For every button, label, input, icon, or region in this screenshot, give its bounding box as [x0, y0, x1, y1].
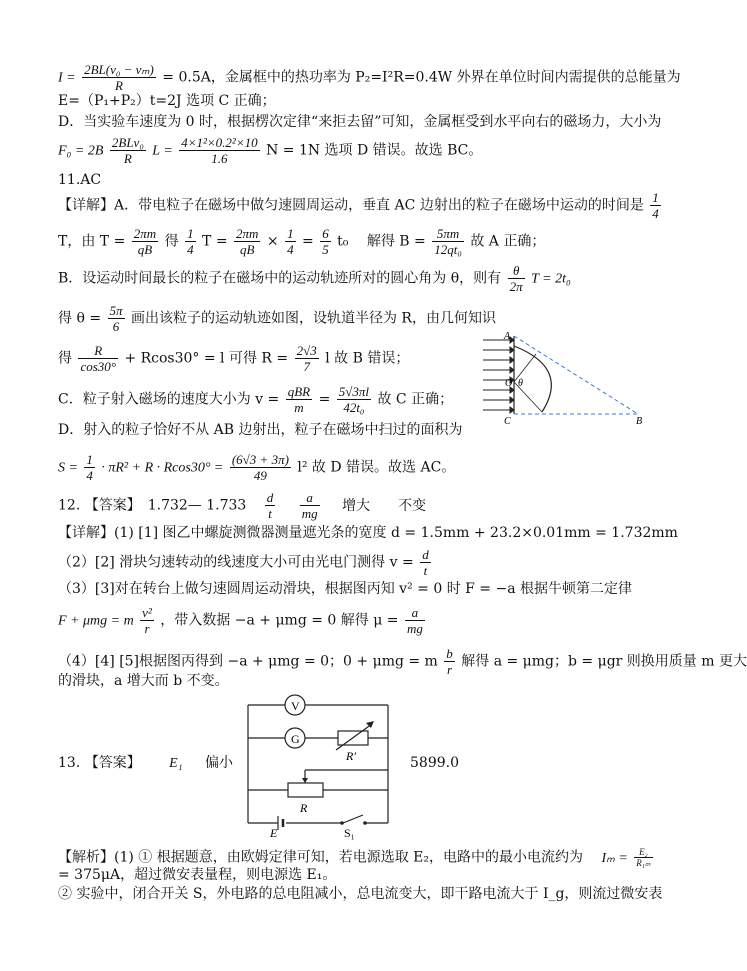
text-line: 【详解】(1) [1] 图乙中螺旋测微器测量遮光条的宽度 d = 1.5mm + 23.2×0.01mm = 1.732mm	[58, 525, 678, 541]
text-line: ② 实验中，闭合开关 S，外电路的总电阻减小，总电流变大，即干路电流大于 I_g，则流过微安表	[58, 886, 663, 902]
text-line: （4）[4] [5]根据图丙得到 −a + μmg = 0；0 + μmg = m $\frac{b}{r}$ 解得 a = μmg；b = μgr 则换用质量 m 更大	[58, 646, 747, 677]
source-e-label: E	[270, 826, 278, 840]
circuit-diagram	[238, 688, 398, 838]
label-a: A	[504, 331, 511, 342]
text-line: F + μmg = m $\frac{\text{v²}}{r}$ ，带入数据 −a + μmg = 0 解得 μ = $\frac{a}{mg}$	[58, 605, 423, 636]
label-b: B	[636, 416, 643, 427]
galvanometer-label: G	[291, 732, 300, 746]
text-line: 【解析】(1) ① 根据题意，由欧姆定律可知，若电源选取 E₂，电路中的最小电流约为 Iₘ = $\frac{\text{E₂}}{\text{R₁ₘ}}$	[58, 847, 651, 868]
text-line: F₀ = 2B $\frac{\text{2BLv₀}}{R}$ L = $\frac{\text{4×1²×0.2²×10}}{1.6}$ N = 1N 选项 D 错误。故选 BC。	[58, 135, 483, 166]
switch-label: S₁	[344, 826, 355, 840]
text-line: C．粒子射入磁场的速度大小为 v = $\frac{\text{qBR}}{m}$ = $\frac{5√3\pi l}{\text{42t₀}}$ 故 C 正确；	[58, 384, 454, 415]
text-line: 得 θ = $\frac{5\pi}{6}$ 画出该粒子的运动轨迹如图，设轨道半径为 R，由几何知识	[58, 303, 496, 334]
text-line: = 375μA，超过微安表量程，则电源选 E₁。	[58, 867, 337, 883]
text-line: D．当实验车速度为 0 时，根据楞次定律“来拒去留”可知，金属框受到水平向右的磁场力，大小为	[58, 114, 662, 130]
text-line: B．设运动时间最长的粒子在磁场中的运动轨迹所对的圆心角为 θ，则有 $\frac{\theta}{2\pi}$ T = 2t₀	[58, 263, 571, 294]
label-c: C	[504, 416, 511, 427]
label-theta: θ	[518, 378, 523, 389]
answer-value: 5899.0	[410, 755, 459, 771]
label-o: O	[505, 378, 513, 389]
text-line: D．射入的粒子恰好不从 AB 边射出，粒子在磁场中扫过的面积为	[58, 422, 463, 438]
text-line: T，由 T = $\frac{2\pi m}{qB}$ 得 $\frac{1}{4}$ T = $\frac{2\pi m}{qB}$ × $\frac{1}{4}$ = $\frac{6}{5}$ t₀ 解得 B = $\frac{5\pi m}{\text{12qt₀}}$ 故 A 正确；	[58, 226, 546, 257]
text-line: （2）[2] 滑块匀速转动的线速度大小可由光电门测得 v = $\frac{d}{t}$	[58, 547, 429, 578]
text-line: S = $\frac{1}{4}$ · πR² + R · Rcos30° = $\frac{(6√3 + 3\pi)}{49}$ l² 故 D 错误。故选 AC。	[58, 452, 456, 483]
resistor-r-label: R	[300, 801, 308, 815]
text-line: 的滑块，a 增大而 b 不变。	[58, 673, 229, 689]
answer-line: 13. 【答案】 E₁ 偏小	[58, 755, 234, 771]
text-line: I = $\frac{\text{2BL(v₀ − vₘ)}}{R}$ = 0.5A，金属框中的热功率为 P₂=I²R=0.4W 外界在单位时间内需提供的总能量为	[58, 62, 681, 93]
text-line: 【详解】A．带电粒子在磁场中做匀速圆周运动，垂直 AC 边射出的粒子在磁场中运动的时间是 $\frac{1}{4}$	[58, 190, 659, 221]
resistor-r-prime-label: R′	[346, 749, 356, 763]
magnetic-field-figure	[478, 330, 653, 430]
voltmeter-label: V	[291, 699, 300, 713]
text-line: 得 $\frac{R}{\cos 30^\circ}$ + Rcos30° = l 可得 R = $\frac{2√3}{7}$ l 故 B 错误；	[58, 343, 410, 374]
text-line: E=（P₁+P₂）t=2J 选项 C 正确；	[58, 93, 276, 109]
text-line: 11.AC	[58, 172, 102, 188]
text-line: 12. 【答案】 1.732— 1.733 $\frac{d}{t}$ $\frac{a}{mg}$ 增大 不变	[58, 490, 427, 521]
text-line: （3）[3]对在转台上做匀速圆周运动滑块，根据图丙知 v² = 0 时 F = −a 根据牛顿第二定律	[58, 581, 633, 597]
